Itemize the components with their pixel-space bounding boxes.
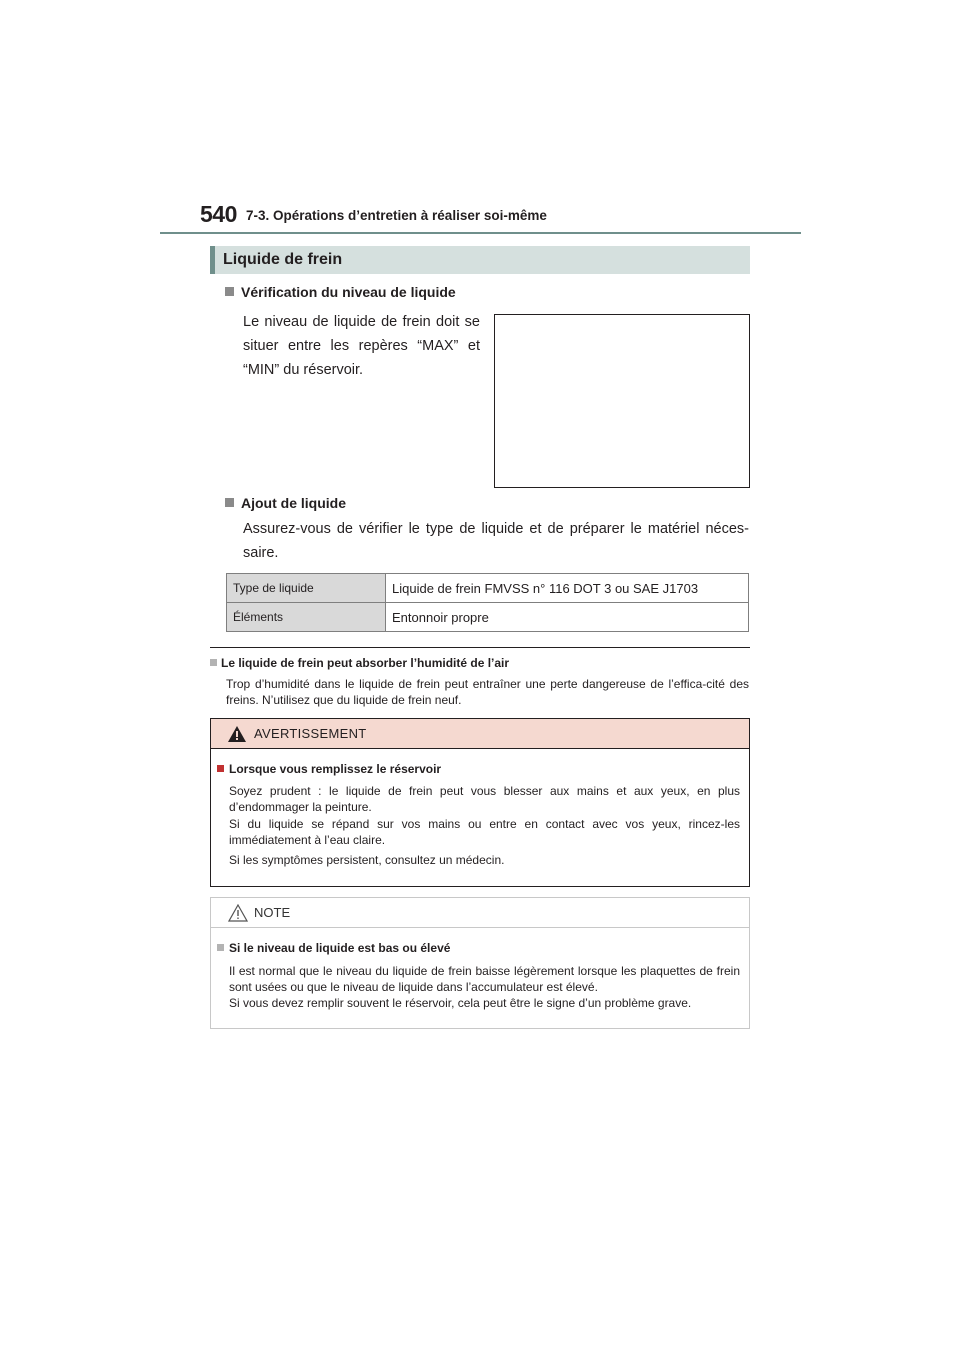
note-para-2: Si vous devez remplir souvent le réservoir, cela peut être le signe d’un problème grave.	[229, 996, 692, 1010]
reservoir-illustration-frame	[494, 314, 750, 488]
warning-triangle-icon	[228, 726, 246, 742]
header-rule	[160, 232, 801, 234]
square-bullet-icon	[225, 287, 234, 296]
page-number: 540	[200, 201, 237, 227]
section-accent	[210, 246, 215, 274]
square-bullet-icon	[217, 765, 224, 772]
caution-triangle-icon	[228, 904, 248, 922]
note-header	[211, 898, 749, 928]
square-bullet-icon	[217, 944, 224, 951]
chapter-title: 7-3. Opérations d’entretien à réaliser soi-même	[246, 208, 547, 223]
table-row	[227, 603, 749, 632]
check-body: Le niveau de liquide de frein doit se situer entre les repères “MAX” et “MIN” du réservoir.	[243, 314, 480, 378]
warning-box	[210, 718, 750, 887]
square-bullet-icon	[210, 659, 217, 666]
table-row	[227, 574, 749, 603]
note-label: NOTE	[254, 905, 291, 920]
spec-table	[226, 573, 749, 632]
humidity-heading: Le liquide de frein peut absorber l’humidité de l’air	[210, 656, 509, 670]
table-value: Entonnoir propre	[386, 603, 749, 632]
note-heading: Si le niveau de liquide est bas ou élevé	[217, 941, 450, 955]
section-title: Liquide de frein	[223, 251, 343, 268]
adding-body: Assurez-vous de vérifier le type de liquide et de préparer le matériel néces-saire.	[243, 521, 749, 561]
warning-para-2: Si du liquide se répand sur vos mains ou entre en contact avec vos yeux, rincez-les immédiatement à l’eau claire.	[229, 817, 740, 847]
table-key: Éléments	[227, 603, 386, 632]
warning-header	[211, 719, 749, 749]
warning-para-1: Soyez prudent : le liquide de frein peut vous blesser aux mains et aux yeux, en plus d’endommager la peinture.	[229, 784, 740, 814]
note-box	[210, 897, 750, 1029]
warning-para-3: Si les symptômes persistent, consultez un médecin.	[229, 853, 505, 867]
section-divider	[210, 647, 750, 648]
square-bullet-icon	[225, 498, 234, 507]
table-value: Liquide de frein FMVSS n° 116 DOT 3 ou SAE J1703	[386, 574, 749, 603]
table-key: Type de liquide	[227, 574, 386, 603]
note-para-1: Il est normal que le niveau du liquide de frein baisse légèrement lorsque les plaquettes de frein sont usées ou que le niveau de liquide dans l’accumulateur est élevé.	[229, 964, 740, 994]
section-heading-bar	[210, 246, 750, 274]
warning-label: AVERTISSEMENT	[254, 726, 367, 741]
adding-heading: Ajout de liquide	[225, 495, 346, 511]
humidity-body: Trop d’humidité dans le liquide de frein peut entraîner une perte dangereuse de l’effica-cité des freins. N’utilisez que du liquide de frein neuf.	[226, 677, 749, 707]
check-heading: Vérification du niveau de liquide	[225, 284, 456, 300]
warning-heading: Lorsque vous remplissez le réservoir	[217, 762, 441, 776]
